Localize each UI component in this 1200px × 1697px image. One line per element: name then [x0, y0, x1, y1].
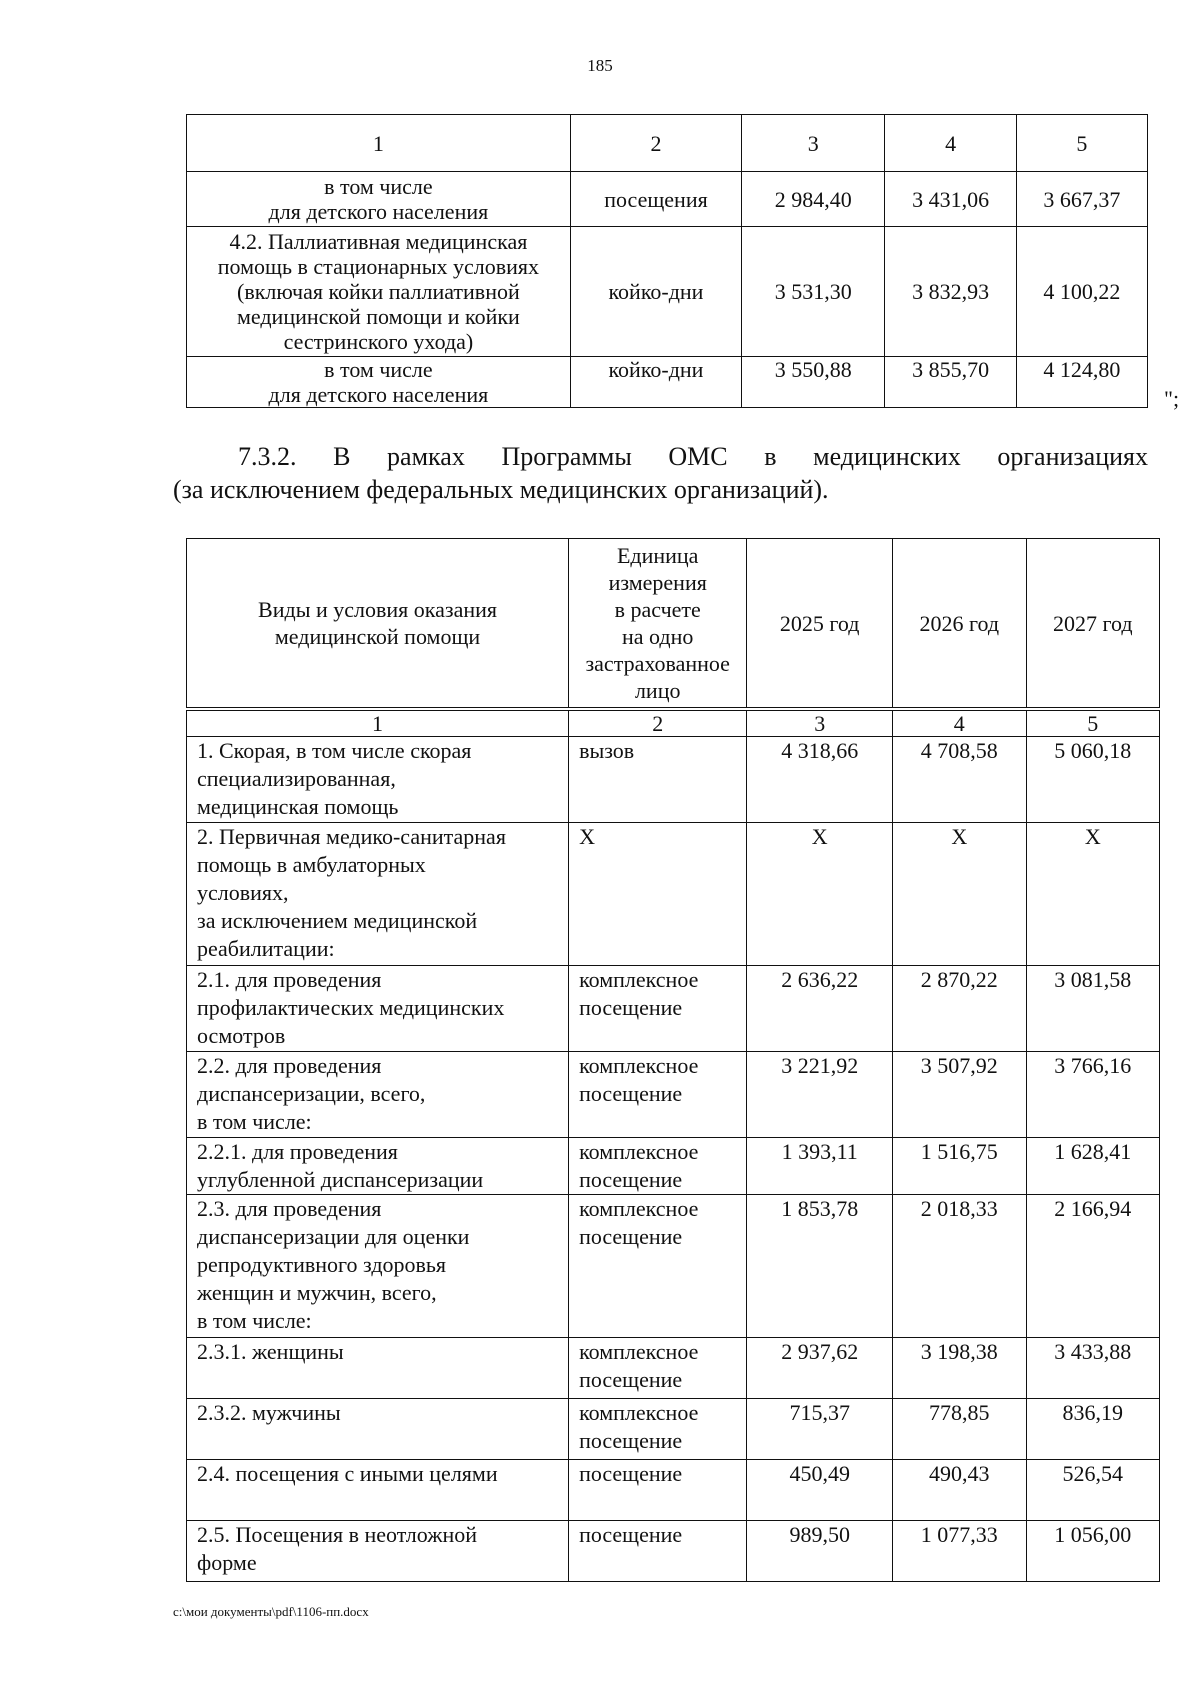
value-2027: 1 056,00 [1026, 1521, 1159, 1582]
value-2026: 778,85 [893, 1399, 1026, 1460]
column-number: 3 [742, 115, 885, 172]
value-2027: 3 081,58 [1026, 966, 1159, 1052]
value-2025: 2 984,40 [742, 172, 885, 227]
row-name-text: 2. Первичная медико-санитарная помощь в амбулаторных условиях, за исключением медицинской реабилитации: [197, 824, 506, 961]
row-unit-text: комплексное посещение [579, 967, 699, 1020]
row-name-text: 2.3. для проведения диспансеризации для оценки репродуктивного здоровья женщин и мужчин, всего, в том числе: [197, 1196, 470, 1333]
table-row [187, 1138, 1160, 1195]
table-column-numbers [187, 115, 1148, 172]
column-number: 5 [1016, 115, 1147, 172]
row-name-text: 2.1. для проведения профилактических медицинских осмотров [197, 967, 505, 1048]
row-unit [569, 1195, 747, 1338]
row-name [187, 1195, 569, 1338]
row-unit [569, 966, 747, 1052]
row-unit: посещение [569, 1521, 747, 1582]
table-header [187, 539, 1160, 710]
value-2027: Х [1026, 823, 1159, 966]
value-2025: 2 937,62 [747, 1338, 893, 1399]
row-name [187, 1460, 569, 1521]
value-2027: 4 124,80 [1016, 357, 1147, 408]
row-unit: койко-дни [570, 357, 741, 408]
value-2025: 3 221,92 [747, 1052, 893, 1138]
row-unit-text: комплексное посещение [579, 1196, 699, 1249]
table-row [187, 737, 1160, 823]
value-2025: 715,37 [747, 1399, 893, 1460]
value-2027: 5 060,18 [1026, 737, 1159, 823]
row-name-text: 2.3.1. женщины [197, 1339, 344, 1364]
value-2027: 3 433,88 [1026, 1338, 1159, 1399]
table-row [187, 1052, 1160, 1138]
value-2026: 1 516,75 [893, 1138, 1026, 1195]
value-2026: 490,43 [893, 1460, 1026, 1521]
header-unit-text: Единица измерения в расчете на одно застрахованное лицо [585, 543, 730, 703]
table-row [187, 227, 1148, 357]
value-2025: 3 531,30 [742, 227, 885, 357]
row-unit-text: комплексное посещение [579, 1139, 699, 1192]
table-row [187, 1399, 1160, 1460]
row-unit [569, 1338, 747, 1399]
column-number: 4 [893, 709, 1026, 737]
row-unit: посещение [569, 1460, 747, 1521]
value-2025: 1 853,78 [747, 1195, 893, 1338]
value-2025: 3 550,88 [742, 357, 885, 408]
row-name [187, 1338, 569, 1399]
row-name [187, 1138, 569, 1195]
row-unit [569, 1052, 747, 1138]
value-2026: 3 198,38 [893, 1338, 1026, 1399]
value-2025: 2 636,22 [747, 966, 893, 1052]
value-2025: 450,49 [747, 1460, 893, 1521]
value-2026: Х [893, 823, 1026, 966]
file-path-footer: c:\мои документы\pdf\1106-пп.docx [173, 1604, 369, 1619]
header-unit [569, 539, 747, 710]
row-name-text: 2.2.1. для проведения углубленной диспансеризации [197, 1139, 484, 1192]
table-row [187, 357, 1148, 408]
row-unit: Х [569, 823, 747, 966]
row-name-text: 2.3.2. мужчины [197, 1400, 341, 1425]
header-2027: 2027 год [1026, 539, 1159, 710]
closing-quote-mark: "; [1164, 386, 1180, 411]
column-number: 1 [187, 709, 569, 737]
column-number: 3 [747, 709, 893, 737]
table-row [187, 1460, 1160, 1521]
value-2025: 1 393,11 [747, 1138, 893, 1195]
paragraph-line-2: (за исключением федеральных медицинских организаций). [173, 475, 829, 504]
value-2027: 2 166,94 [1026, 1195, 1159, 1338]
column-number: 2 [570, 115, 741, 172]
header-kinds-text: Виды и условия оказания медицинской помощи [258, 597, 498, 649]
value-2027: 3 766,16 [1026, 1052, 1159, 1138]
row-name [187, 1052, 569, 1138]
header-kinds [187, 539, 569, 710]
column-number: 4 [885, 115, 1016, 172]
row-name [187, 737, 569, 823]
row-name-text: 2.5. Посещения в неотложной форме [197, 1522, 477, 1575]
row-unit: посещения [570, 172, 741, 227]
value-2026: 3 855,70 [885, 357, 1016, 408]
column-number: 2 [569, 709, 747, 737]
table-row [187, 1521, 1160, 1582]
row-name [187, 823, 569, 966]
value-2027: 4 100,22 [1016, 227, 1147, 357]
value-2026: 2 870,22 [893, 966, 1026, 1052]
row-unit: койко-дни [570, 227, 741, 357]
row-unit-text: комплексное посещение [579, 1339, 699, 1392]
column-number: 1 [187, 115, 571, 172]
value-2025: Х [747, 823, 893, 966]
value-2026: 3 507,92 [893, 1052, 1026, 1138]
row-unit-text: комплексное посещение [579, 1400, 699, 1453]
value-2027: 3 667,37 [1016, 172, 1147, 227]
table-row [187, 1195, 1160, 1338]
value-2027: 526,54 [1026, 1460, 1159, 1521]
value-2025: 4 318,66 [747, 737, 893, 823]
row-unit-text: комплексное посещение [579, 1053, 699, 1106]
table-column-numbers [187, 709, 1160, 737]
section-paragraph [173, 440, 1148, 506]
paragraph-line-1: 7.3.2. В рамках Программы ОМС в медицинских организациях [238, 442, 1148, 471]
value-2026: 3 832,93 [885, 227, 1016, 357]
row-name-text: 4.2. Паллиативная медицинская помощь в стационарных условиях (включая койки паллиативной медицинской помощи и койки сестринского ухода) [217, 229, 539, 354]
row-unit: вызов [569, 737, 747, 823]
row-name [187, 357, 571, 408]
row-name [187, 1521, 569, 1582]
row-name-text: в том числе для детского населения [268, 357, 489, 407]
value-2027: 836,19 [1026, 1399, 1159, 1460]
row-name [187, 1399, 569, 1460]
page-number: 185 [587, 56, 613, 75]
table-row [187, 172, 1148, 227]
row-name [187, 227, 571, 357]
value-2026: 4 708,58 [893, 737, 1026, 823]
row-name-text: 2.2. для проведения диспансеризации, всего, в том числе: [197, 1053, 426, 1134]
row-name-text: в том числе для детского населения [268, 174, 489, 224]
value-2027: 1 628,41 [1026, 1138, 1159, 1195]
value-2025: 989,50 [747, 1521, 893, 1582]
header-2026: 2026 год [893, 539, 1026, 710]
row-name-text: 2.4. посещения с иными целями [197, 1461, 498, 1486]
value-2026: 2 018,33 [893, 1195, 1026, 1338]
table-continuation [186, 114, 1148, 408]
header-2025: 2025 год [747, 539, 893, 710]
table-row [187, 823, 1160, 966]
value-2026: 3 431,06 [885, 172, 1016, 227]
table-row [187, 966, 1160, 1052]
table-oms-norms [186, 538, 1160, 1582]
table-row [187, 1338, 1160, 1399]
row-unit [569, 1138, 747, 1195]
row-name [187, 172, 571, 227]
row-unit [569, 1399, 747, 1460]
row-name-text: 1. Скорая, в том числе скорая специализированная, медицинская помощь [197, 738, 472, 819]
value-2026: 1 077,33 [893, 1521, 1026, 1582]
column-number: 5 [1026, 709, 1159, 737]
row-name [187, 966, 569, 1052]
